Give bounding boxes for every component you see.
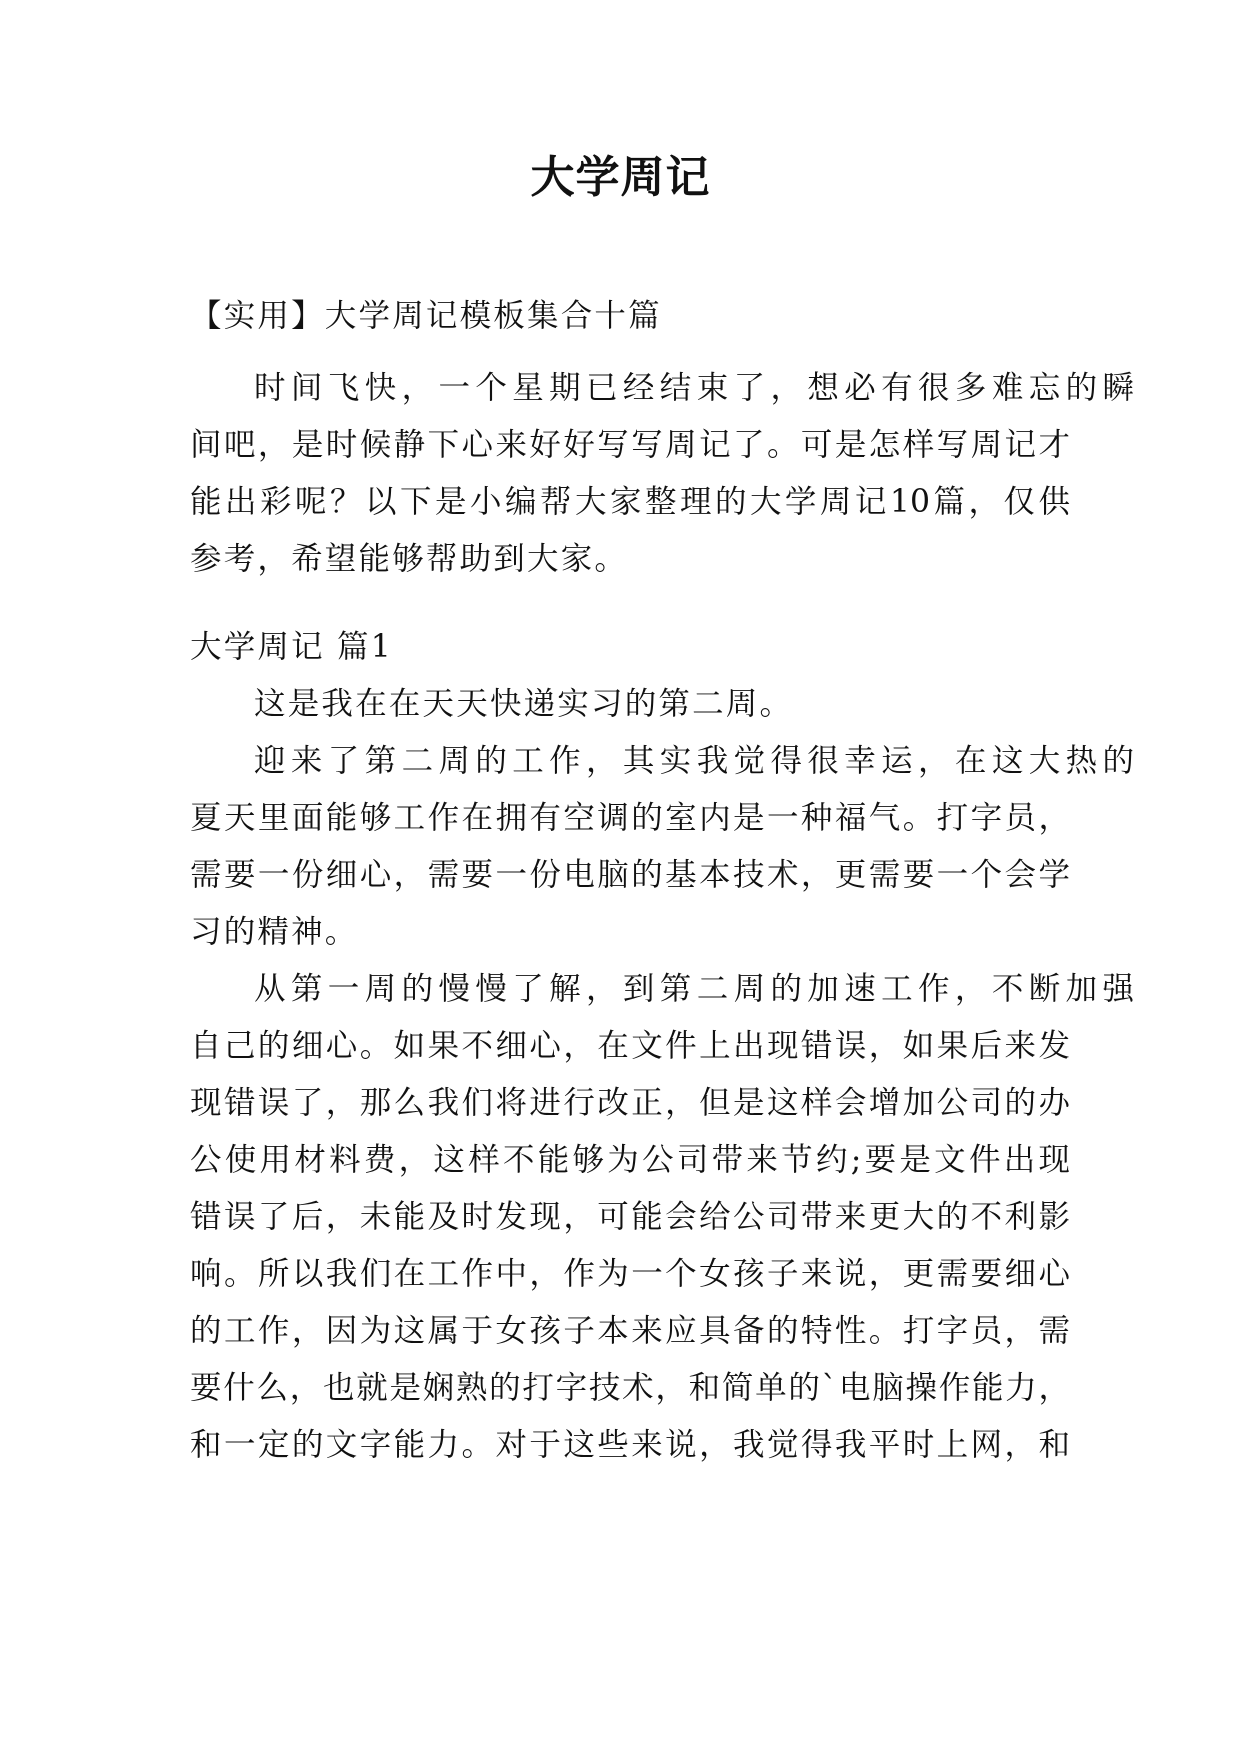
intro-line: 时间飞快，一个星期已经结束了，想必有很多难忘的瞬: [254, 370, 1134, 406]
intro-line: 能出彩呢？以下是小编帮大家整理的大学周记10篇，仅供: [190, 484, 1070, 520]
body-line: 和一定的文字能力。对于这些来说，我觉得我平时上网，和: [190, 1427, 1070, 1463]
body-line: 从第一周的慢慢了解，到第二周的加速工作，不断加强: [254, 971, 1134, 1007]
body-line: 迎来了第二周的工作，其实我觉得很幸运，在这大热的: [254, 743, 1134, 779]
body-line: 的工作，因为这属于女孩子本来应具备的特性。打字员，需: [190, 1313, 1070, 1349]
body-line: 需要一份细心，需要一份电脑的基本技术，更需要一个会学: [190, 857, 1070, 893]
body-line: 现错误了，那么我们将进行改正，但是这样会增加公司的办: [190, 1085, 1070, 1121]
body-line: 响。所以我们在工作中，作为一个女孩子来说，更需要细心: [190, 1256, 1070, 1292]
body-line: 要什么，也就是娴熟的打字技术，和简单的`电脑操作能力，: [190, 1370, 1070, 1406]
body-line: 夏天里面能够工作在拥有空调的室内是一种福气。打字员，: [190, 800, 1070, 836]
intro-line: 参考，希望能够帮助到大家。: [190, 541, 629, 577]
body-line: 习的精神。: [190, 914, 359, 950]
document-title: 大学周记: [530, 152, 711, 203]
intro-line: 间吧，是时候静下心来好好写写周记了。可是怎样写周记才: [190, 427, 1070, 463]
body-line: 自己的细心。如果不细心，在文件上出现错误，如果后来发: [190, 1028, 1070, 1064]
body-line: 公使用材料费，这样不能够为公司带来节约;要是文件出现: [190, 1142, 1070, 1178]
document-subtitle: 【实用】大学周记模板集合十篇: [190, 298, 662, 334]
body-line: 错误了后，未能及时发现，可能会给公司带来更大的不利影: [190, 1199, 1070, 1235]
body-line: 这是我在在天天快递实习的第二周。: [254, 686, 794, 722]
section-heading: 大学周记 篇1: [190, 629, 393, 665]
